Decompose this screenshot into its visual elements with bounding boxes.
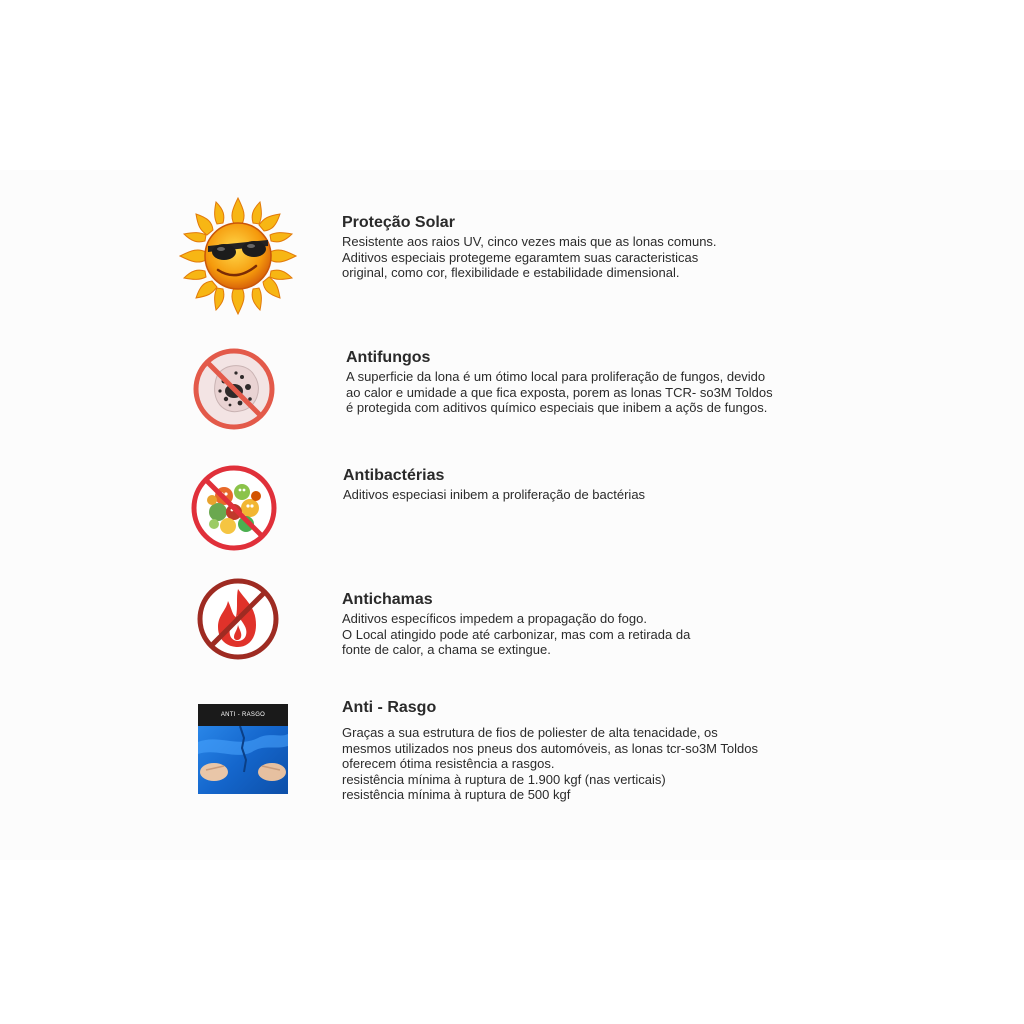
feature-text-line: resistência mínima à ruptura de 1.900 kgf (nas verticais) xyxy=(342,771,666,787)
feature-title: Anti - Rasgo xyxy=(342,699,437,716)
feature-text-line: Aditivos especiais protegeme egaramtem suas caracteristicas xyxy=(342,249,699,265)
feature-text-line: Aditivos específicos impedem a propagação do fogo. xyxy=(342,611,647,626)
feature-text-line: original, como cor, flexibilidade e estabilidade dimensional. xyxy=(342,265,680,280)
sun-with-sunglasses-icon xyxy=(178,196,298,316)
no-fire-icon xyxy=(194,575,282,663)
no-bacteria-icon xyxy=(188,462,280,554)
feature-text-line: O Local atingido pode até carbonizar, mas com a retirada da xyxy=(342,626,691,642)
feature-text-line: fonte de calor, a chama se extingue. xyxy=(342,642,551,657)
feature-text-line: oferecem ótima resistência a rasgos. xyxy=(342,756,555,771)
no-fungus-icon xyxy=(190,345,278,433)
feature-title: Proteção Solar xyxy=(342,214,455,231)
feature-text-line: resistência mínima à ruptura de 500 kgf xyxy=(342,787,571,802)
feature-text-line: A superficie da lona é um ótimo local para proliferação de fungos, devido xyxy=(346,369,766,384)
tear-resistant-canvas-icon xyxy=(198,704,288,794)
feature-text-line: mesmos utilizados nos pneus dos automóveis, as lonas tcr-so3M Toldos xyxy=(342,740,758,756)
canvas-icon-label: ANTI - RASGO xyxy=(198,704,288,726)
feature-text-line: Graças a sua estrutura de fios de poliester de alta tenacidade, os xyxy=(342,725,718,740)
feature-text-line: é protegida com aditivos químico especiais que inibem a açõs de fungos. xyxy=(346,400,768,415)
feature-text-line: Resistente aos raios UV, cinco vezes mais que as lonas comuns. xyxy=(342,234,717,249)
feature-text-line: ao calor e umidade a que fica exposta, porem as lonas TCR- so3M Toldos xyxy=(346,384,773,400)
feature-text-line: Aditivos especiasi inibem a proliferação de bactérias xyxy=(343,487,646,502)
feature-title: Antifungos xyxy=(346,349,431,366)
feature-title: Antichamas xyxy=(342,591,433,608)
feature-title: Antibactérias xyxy=(343,467,445,484)
